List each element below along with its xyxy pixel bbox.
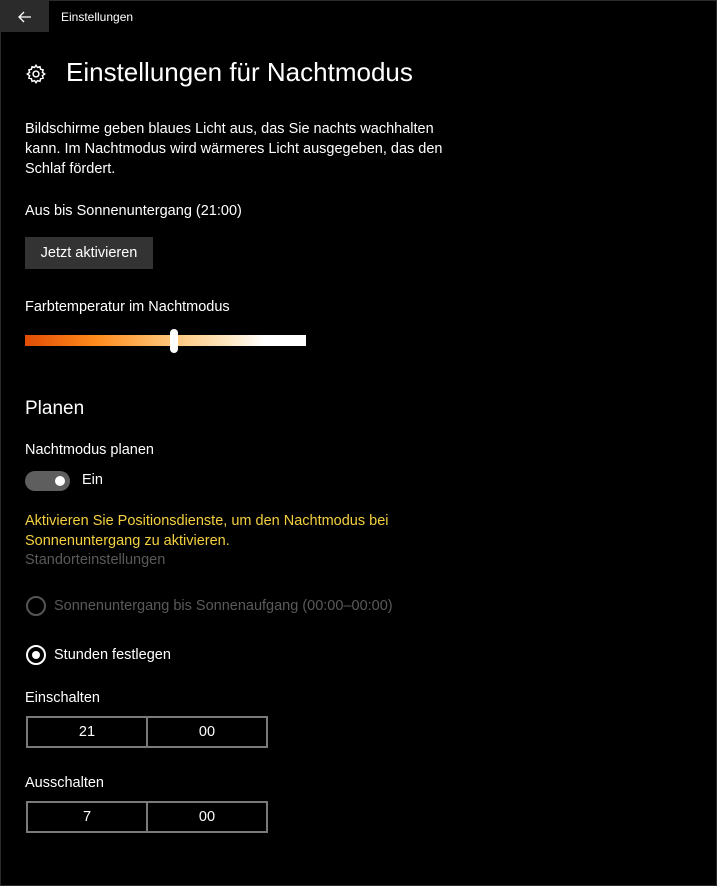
night-light-description: Bildschirme geben blaues Licht aus, das Sie nachts wachhalten kann. Im Nachtmodus wird wärmeres Licht ausgegeben, das den Schlaf fördert. <box>25 121 443 177</box>
turn-on-label: Einschalten <box>25 690 100 706</box>
sunset-to-sunrise-radio[interactable] <box>26 596 46 616</box>
schedule-toggle-label: Nachtmodus planen <box>25 442 154 458</box>
back-arrow-icon <box>18 11 32 23</box>
title-bar <box>1 1 716 32</box>
sunset-to-sunrise-label: Sonnenuntergang bis Sonnenaufgang (00:00–00:00) <box>54 598 393 614</box>
gear-icon <box>25 63 47 85</box>
location-settings-link[interactable]: Standorteinstellungen <box>25 552 166 568</box>
location-warning: Aktivieren Sie Positionsdienste, um den Nachtmodus bei Sonnenuntergang zu aktivieren. <box>25 513 389 549</box>
toggle-state-text: Ein <box>82 472 103 488</box>
status-text: Aus bis Sonnenuntergang (21:00) <box>25 203 242 219</box>
schedule-heading: Planen <box>25 398 85 419</box>
back-button[interactable] <box>1 1 49 32</box>
window-title: Einstellungen <box>61 10 134 24</box>
turn-on-time-picker[interactable] <box>26 716 268 748</box>
radio-selected-dot <box>32 651 40 659</box>
activate-now-button[interactable]: Jetzt aktivieren <box>25 237 153 269</box>
color-temperature-slider-thumb[interactable] <box>170 329 178 353</box>
turn-on-hour[interactable]: 21 <box>78 724 96 740</box>
set-hours-label: Stunden festlegen <box>54 647 171 663</box>
toggle-knob <box>55 476 65 486</box>
set-hours-radio[interactable] <box>26 645 46 665</box>
color-temperature-slider[interactable] <box>25 335 306 346</box>
turn-off-label: Ausschalten <box>25 775 104 791</box>
schedule-toggle[interactable] <box>25 471 70 491</box>
turn-off-hour[interactable]: 7 <box>82 809 92 825</box>
turn-on-minute[interactable]: 00 <box>146 718 266 746</box>
turn-off-time-picker[interactable] <box>26 801 268 833</box>
page-title: Einstellungen für Nachtmodus <box>66 57 413 87</box>
color-temperature-label: Farbtemperatur im Nachtmodus <box>25 299 230 315</box>
turn-off-minute[interactable]: 00 <box>146 803 266 831</box>
